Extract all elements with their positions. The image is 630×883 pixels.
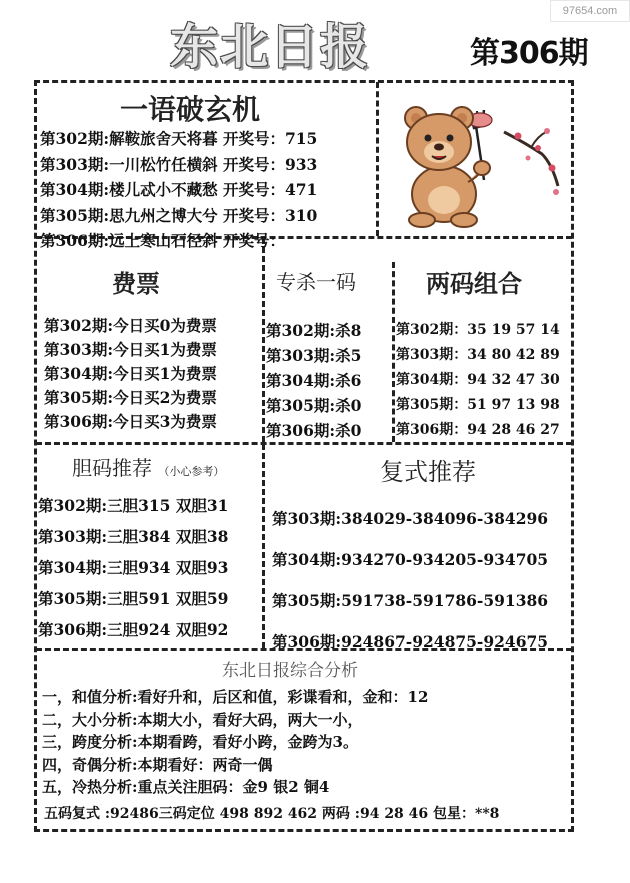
kill-row: 第305期:杀0 (266, 396, 362, 415)
analysis-text: 本期看跨，看好小跨，金跨为3。 (137, 733, 358, 751)
analysis-text: 重点关注胆码：金9 银2 铜4 (137, 778, 330, 796)
combo-title: 两码组合 (426, 269, 522, 298)
analysis-list (42, 686, 428, 799)
riddle-row: 第302期:解鞍旅舍天将暮 开奖号：715 (40, 129, 318, 148)
multi-row: 第304期:934270-934205-934705 (272, 550, 549, 569)
combo-row: 第303期：34 80 42 89 (396, 347, 560, 363)
kill-row: 第304期:杀6 (266, 371, 362, 390)
analysis-text: 看好升和，后区和值，彩谍看和，金和：12 (137, 688, 429, 706)
multi-title: 复式推荐 (380, 458, 476, 486)
analysis-row (42, 754, 428, 777)
analysis-title: 东北日报综合分析 (222, 661, 358, 681)
analysis-label: 四，奇偶分析: (42, 755, 138, 774)
bear-illustration (392, 96, 564, 228)
gall-row: 第306期:三胆924 双胆92 (38, 620, 229, 639)
divider-gall-multi (262, 444, 265, 648)
gall-row: 第305期:三胆591 双胆59 (38, 589, 229, 608)
multi-row: 第305期:591738-591786-591386 (272, 591, 549, 610)
analysis-label: 三，跨度分析: (42, 733, 138, 751)
kill-list (266, 318, 361, 443)
analysis-text: 本期大小，看好大码，两大一小， (137, 710, 363, 729)
analysis-row (42, 731, 428, 754)
fee-list (44, 314, 217, 434)
analysis-row (42, 776, 428, 799)
riddle-row: 第304期:楼儿忒小不藏愁 开奖号：471 (40, 180, 318, 199)
riddle-list (40, 126, 317, 254)
masthead-title: 东北日报 (170, 19, 371, 75)
analysis-text: 本期看好：两奇一偶 (137, 755, 273, 774)
fee-row: 第302期:今日买0为费票 (44, 316, 217, 335)
divider-fee-kill (262, 238, 265, 442)
analysis-row (42, 686, 428, 709)
fee-row: 第305期:今日买2为费票 (44, 388, 217, 407)
recommendation-summary: 五码复式 :92486三码定位 498 892 462 两码 :94 28 46 包星：**8 (44, 806, 500, 822)
riddle-row: 第303期:一川松竹任横斜 开奖号：933 (40, 154, 318, 174)
combo-row: 第305期：51 97 13 98 (396, 397, 560, 413)
combo-row: 第306期：94 28 46 27 (396, 422, 560, 438)
combo-row: 第304期：94 32 47 30 (396, 372, 560, 388)
fee-row: 第303期:今日买1为费票 (44, 340, 217, 359)
kill-title: 专杀一码 (276, 270, 356, 294)
riddle-title: 一语破玄机 (120, 93, 261, 126)
combo-list (396, 318, 560, 443)
divider-riddle-image (376, 82, 379, 236)
combo-row: 第302期：35 19 57 14 (396, 322, 560, 338)
gall-title-text: 胆码推荐 (72, 456, 152, 480)
kill-row: 第306期:杀0 (266, 421, 362, 440)
analysis-label: 五，冷热分析: (42, 778, 138, 796)
kill-row: 第302期:杀8 (266, 321, 362, 340)
riddle-row: 第306期:远上寒山石径斜 开奖号： (40, 231, 285, 250)
fee-row: 第306期:今日买3为费票 (44, 412, 217, 431)
gall-note: （小心参考） (158, 465, 225, 478)
gall-row: 第304期:三胆934 双胆93 (38, 558, 229, 577)
analysis-label: 二，大小分析: (42, 710, 138, 729)
divider-kill-combo (392, 262, 395, 442)
analysis-label: 一，和值分析: (42, 688, 138, 706)
site-watermark: 97654.com (550, 0, 630, 22)
fee-row: 第304期:今日买1为费票 (44, 364, 217, 383)
gall-row: 第303期:三胆384 双胆38 (38, 527, 229, 546)
multi-row: 第306期:924867-924875-924675 (272, 632, 549, 651)
gall-title (72, 452, 224, 481)
gall-row: 第302期:三胆315 双胆31 (38, 496, 229, 515)
kill-row: 第303期:杀5 (266, 346, 362, 365)
multi-row: 第303期:384029-384096-384296 (272, 509, 549, 528)
fee-title: 费票 (112, 269, 160, 298)
issue-number: 第306期 (470, 36, 588, 71)
riddle-row: 第305期:思九州之博大兮 开奖号：310 (40, 205, 318, 225)
analysis-row (42, 709, 428, 732)
gall-list (38, 490, 228, 645)
multi-list (272, 498, 548, 662)
